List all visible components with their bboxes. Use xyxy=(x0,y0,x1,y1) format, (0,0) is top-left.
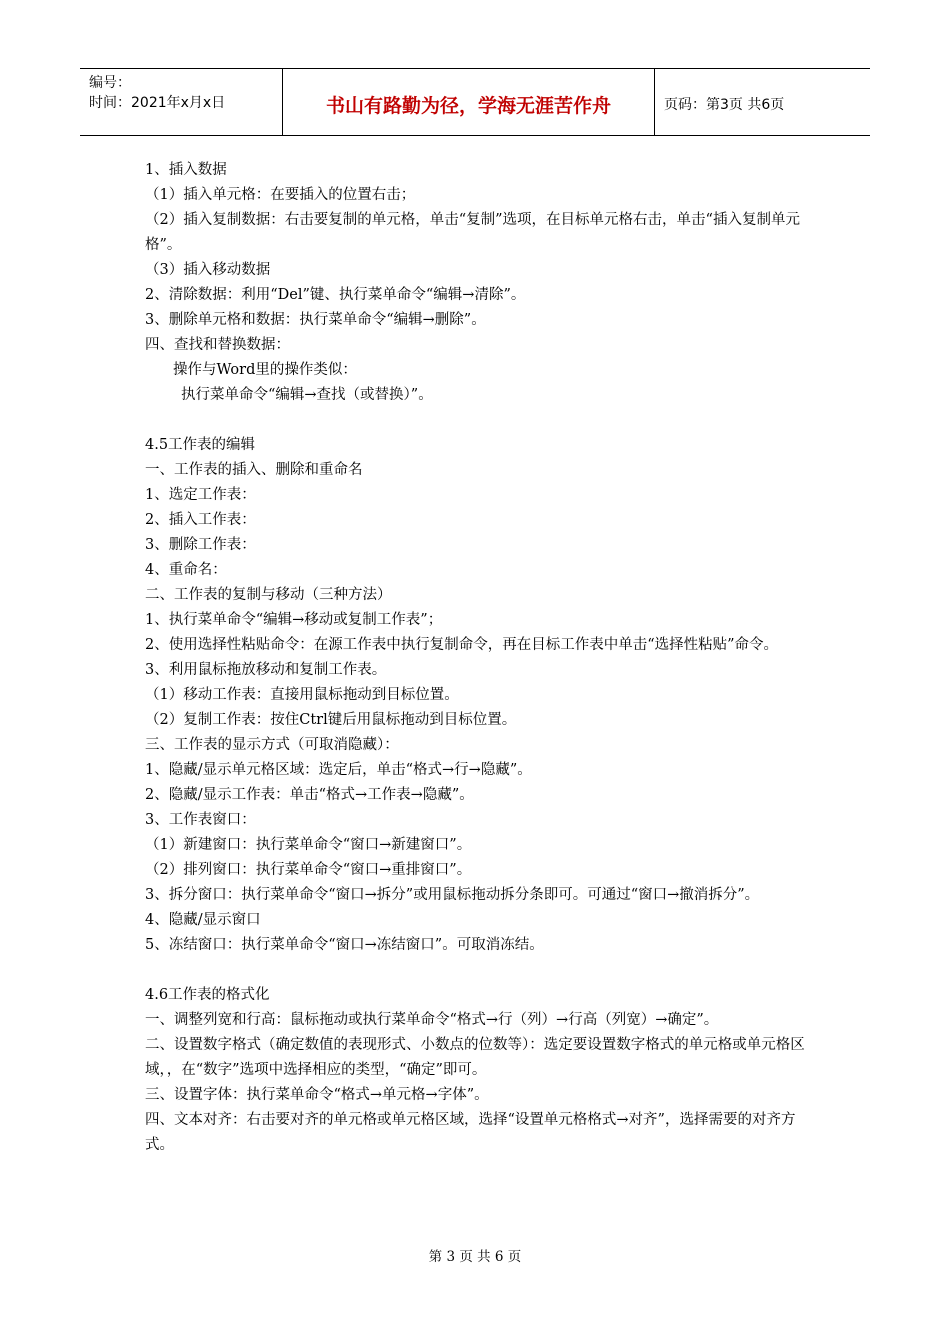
text-line: 一、调整列宽和行高：鼠标拖动或执行菜单命令“格式→行（列）→行高（列宽）→确定”。 xyxy=(145,1012,719,1028)
header-motto: 书山有路勤为径，学海无涯苦作舟 xyxy=(283,69,655,135)
header-date-label: 时间：2021年x月x日 xyxy=(89,95,226,111)
document-body xyxy=(145,158,810,1158)
text-line: 三、设置字体：执行菜单命令“格式→单元格→字体”。 xyxy=(145,1087,489,1103)
text-line: 5、冻结窗口：执行菜单命令“窗口→冻结窗口”。可取消冻结。 xyxy=(145,937,544,953)
text-line: （1）插入单元格：在要插入的位置右击； xyxy=(145,187,416,203)
text-line: 二、设置数字格式（确定数值的表现形式、小数点的位数等）：选定要设置数字格式的单元格或单元格区域，，在“数字”选项中选择相应的类型，“确定”即可。 xyxy=(145,1037,805,1078)
text-line: （1）移动工作表：直接用鼠标拖动到目标位置。 xyxy=(145,687,459,703)
text-line: 2、清除数据：利用“Del”键、执行菜单命令“编辑→清除”。 xyxy=(145,287,526,303)
text-line: 一、工作表的插入、删除和重命名 xyxy=(145,462,363,478)
text-line: （3）插入移动数据 xyxy=(145,262,271,278)
text-line: 3、利用鼠标拖放移动和复制工作表。 xyxy=(145,662,387,678)
text-line: 1、隐藏/显示单元格区域：选定后，单击“格式→行→隐藏”。 xyxy=(145,762,532,778)
text-line: 四、文本对齐：右击要对齐的单元格或单元格区域，选择“设置单元格格式→对齐”，选择需要的对齐方式。 xyxy=(145,1112,796,1153)
header-page-code: 页码：第3页 共6页 xyxy=(664,97,785,113)
text-line: （2）复制工作表：按住Ctrl键后用鼠标拖动到目标位置。 xyxy=(145,712,517,728)
text-line: 2、插入工作表： xyxy=(145,512,256,528)
text-line: 4.5工作表的编辑 xyxy=(145,437,256,453)
text-line: 1、选定工作表： xyxy=(145,487,256,503)
text-line: （2）排列窗口：执行菜单命令“窗口→重排窗口”。 xyxy=(145,862,472,878)
text-line: 3、工作表窗口： xyxy=(145,812,256,828)
text-line: 2、隐藏/显示工作表：单击“格式→工作表→隐藏”。 xyxy=(145,787,474,803)
text-line: 4.6工作表的格式化 xyxy=(145,987,270,1003)
text-line: 操作与Word里的操作类似： xyxy=(173,362,357,378)
text-line: （2）插入复制数据：右击要复制的单元格，单击“复制”选项，在目标单元格右击，单击“插入复制单元格”。 xyxy=(145,212,800,253)
text-line: 1、执行菜单命令“编辑→移动或复制工作表”； xyxy=(145,612,443,628)
text-line: 三、工作表的显示方式（可取消隐藏）： xyxy=(145,737,399,753)
text-line: 1、插入数据 xyxy=(145,162,227,178)
text-line: 四、查找和替换数据： xyxy=(145,337,290,353)
text-line: 3、删除单元格和数据：执行菜单命令“编辑→删除”。 xyxy=(145,312,486,328)
text-line: 2、使用选择性粘贴命令：在源工作表中执行复制命令，再在目标工作表中单击“选择性粘贴”命令。 xyxy=(145,637,779,653)
header-number-label: 编号： xyxy=(89,75,131,91)
header-info-cell xyxy=(80,69,283,135)
text-line: 执行菜单命令“编辑→查找（或替换）”。 xyxy=(181,387,433,403)
text-line: 4、重命名： xyxy=(145,562,227,578)
page-footer: 第 3 页 共 6 页 xyxy=(428,1249,522,1265)
text-line: 3、删除工作表： xyxy=(145,537,256,553)
text-line: 二、工作表的复制与移动（三种方法） xyxy=(145,587,392,603)
blank-line xyxy=(145,958,810,983)
text-line: （1）新建窗口：执行菜单命令“窗口→新建窗口”。 xyxy=(145,837,472,853)
text-line: 3、拆分窗口：执行菜单命令“窗口→拆分”或用鼠标拖动拆分条即可。可通过“窗口→撤消拆分”。 xyxy=(145,887,760,903)
page-header xyxy=(80,68,870,136)
text-line: 4、隐藏/显示窗口 xyxy=(145,912,261,928)
blank-line xyxy=(145,408,810,433)
